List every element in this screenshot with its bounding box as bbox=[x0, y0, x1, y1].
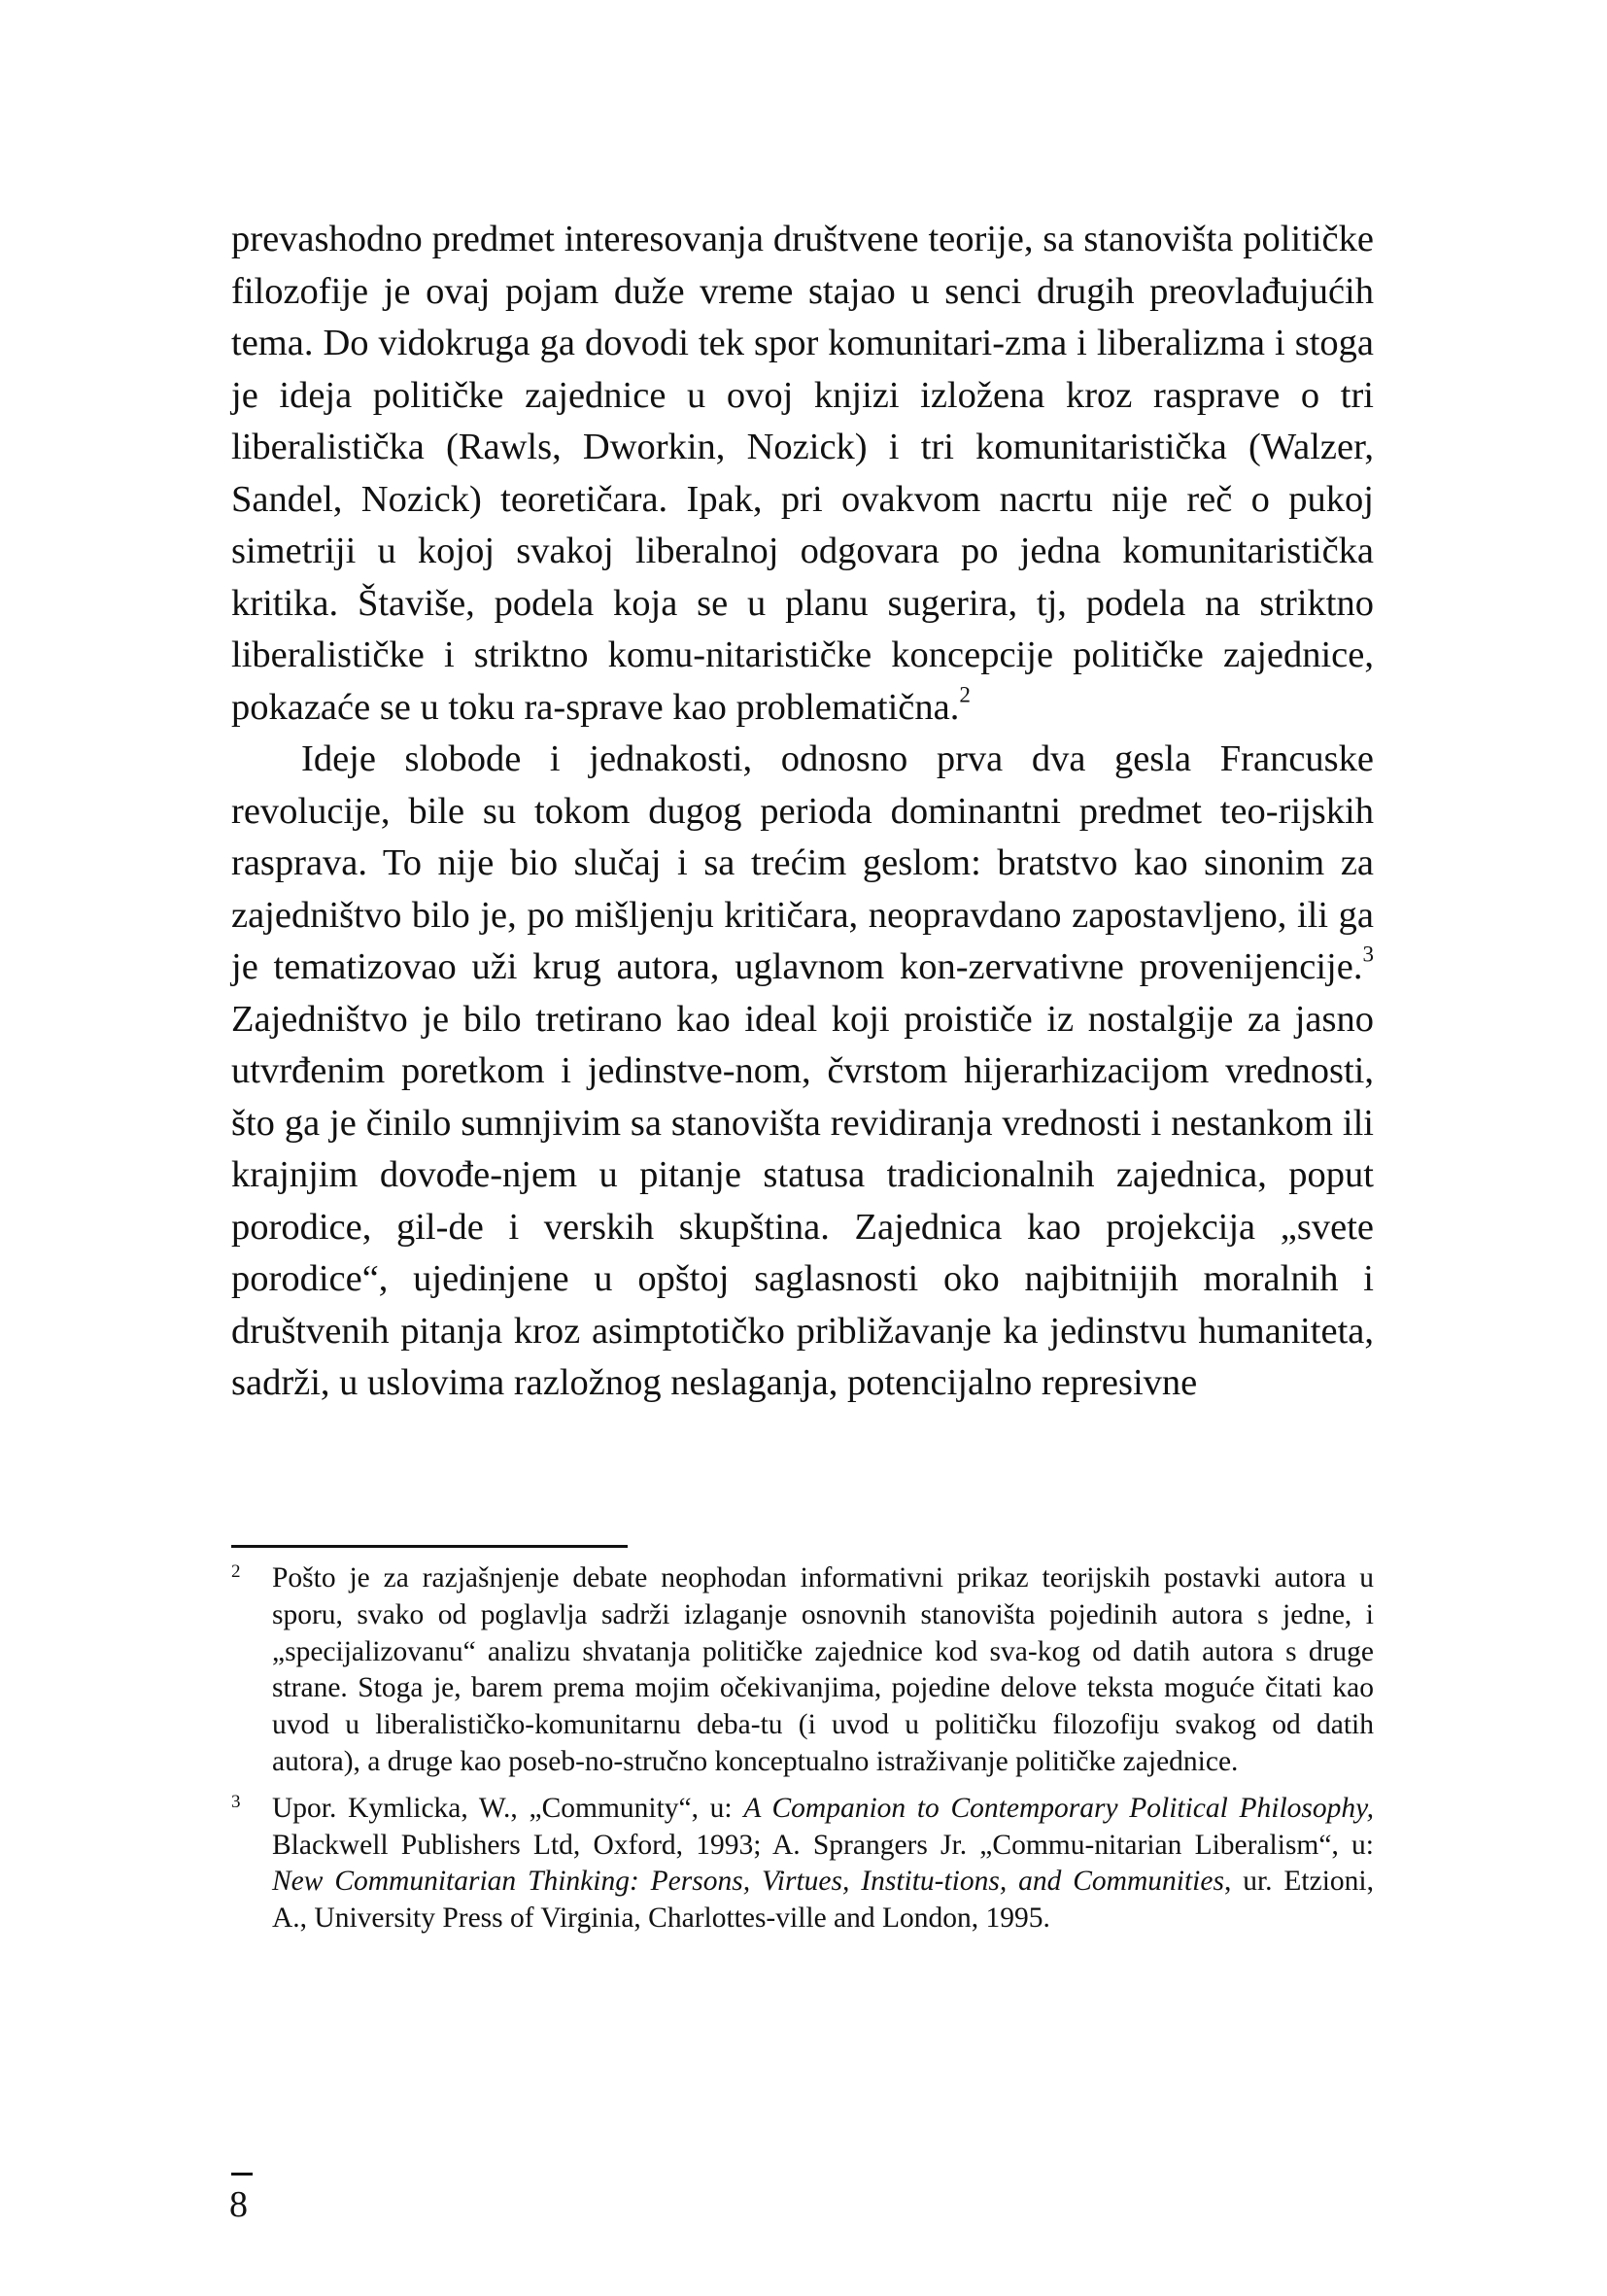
footnote-separator bbox=[231, 1545, 628, 1548]
page-number: 8 bbox=[229, 2184, 248, 2225]
footnote-title-italic: New Communitarian Thinking: Persons, Virtues, Institu-tions, and Communities bbox=[272, 1866, 1224, 1898]
paragraph-2 bbox=[231, 734, 1374, 1410]
footnote-ref-2: 2 bbox=[959, 681, 971, 707]
footnote-title-italic: A Companion to Contemporary Political Philosophy, bbox=[743, 1792, 1375, 1824]
footnote-text: Upor. Kymlicka, W., „Community“, u: bbox=[272, 1792, 744, 1824]
paragraph-2-text-b: Zajedništvo je bilo tretirano kao ideal koji proističe iz nostalgije za jasno utvrđenim poretkom i jedinstve-nom, čvrstom hijerarhizacijom vrednosti, što ga je činilo sumnjivim sa stanovišta revidiranja vrednosti i nestankom ili krajnjim dovođe-njem u pitanje statusa tradicionalnih zajednica, poput porodice, gil-de i verskih skupština. Zajednica kao projekcija „svete porodice“, ujedinjene u opštoj saglasnosti oko najbitnijih moralnih i društvenih pitanja kroz asimptotičko približavanje ka jedinstvu humaniteta, sadrži, u uslovima razložnog neslaganja, potencijalno represivne bbox=[231, 998, 1374, 1403]
footnote-text: , ur. Etzioni, A., University Press of Virginia, Charlottes-ville and London, 1995. bbox=[272, 1866, 1374, 1935]
paragraph-2-text-a: Ideje slobode i jednakosti, odnosno prva dva gesla Francuske revolucije, bile su tokom dugog perioda dominantni predmet teo-rijskih rasprava. To nije bio slučaj i sa trećim geslom: bratstvo kao sinonim za zajedništvo bilo je, po mišljenju kritičara, neopravdano zapostavljeno, ili ga je tematizovao uži krug autora, uglavnom kon-zervativne provenijencije. bbox=[231, 738, 1374, 987]
footnote-text: Blackwell Publishers Ltd, Oxford, 1993; A. Sprangers Jr. „Commu-nitarian Liberalism“, u: bbox=[272, 1829, 1374, 1861]
paragraph-1-text: prevashodno predmet interesovanja društvene teorije, sa stanovišta političke filozofije je ovaj pojam duže vreme stajao u senci drugih preovlađujućih tema. Do vidokruga ga dovodi tek spor komunitari-zma i liberalizma i stoga je ideja političke zajednice u ovoj knjizi izložena kroz rasprave o tri liberalistička (Rawls, Dworkin, Nozick) i tri komunitaristička (Walzer, Sandel, Nozick) teoretičara. Ipak, pri ovakvom nacrtu nije reč o pukoj simetriji u kojoj svakoj liberalnoj odgovara po jedna komunitaristička kritika. Štaviše, podela koja se u planu sugerira, tj, podela na striktno liberalističke i striktno komu-nitarističke koncepcije političke zajednice, pokazaće se u toku ra-sprave kao problematična. bbox=[231, 219, 1374, 728]
footnote-2 bbox=[231, 1560, 1374, 1781]
footnote-ref-3: 3 bbox=[1362, 941, 1374, 967]
footnote-text: Pošto je za razjašnjenje debate neophodan informativni prikaz teorijskih postavki autora u sporu, svako od poglavlja sadrži izlaganje osnovnih stanovišta pojedinih autora s jedne, i „specijalizovanu“ analizu shvatanja političke zajednice kod sva-kog od datih autora s druge strane. Stoga je, barem prema mojim očekivanjima, pojedine delove teksta moguće čitati kao uvod u liberalističko-komunitarnu deba-tu (i uvod u političku filozofiju svakog od datih autora), a druge kao poseb-no-stručno konceptualno istraživanje političke zajednice. bbox=[272, 1562, 1374, 1777]
footnote-3 bbox=[231, 1791, 1374, 1937]
footnote-number: 3 bbox=[231, 1791, 241, 1812]
footnotes bbox=[231, 1560, 1374, 1947]
footnote-number: 2 bbox=[231, 1561, 241, 1582]
main-text bbox=[231, 214, 1374, 1410]
paragraph-1 bbox=[231, 214, 1374, 734]
page-number-rule bbox=[231, 2173, 253, 2176]
